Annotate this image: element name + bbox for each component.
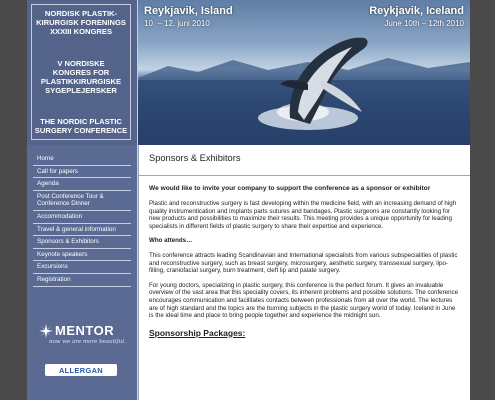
nav-item-accommodation[interactable]: Accommodation [33, 211, 131, 224]
nav-item-post-conference-tour[interactable]: Post Conference Tour & Conference Dinner [33, 191, 131, 211]
nav-item-excursions[interactable]: Excursions [33, 261, 131, 274]
nav-item-registration[interactable]: Registration [33, 274, 131, 287]
allergan-logo[interactable] [45, 364, 117, 376]
sponsorship-packages-heading: Sponsorship Packages: [149, 327, 246, 338]
page [27, 0, 470, 400]
header-title-nurses: V NORDISKE KONGRES FOR PLASTIKKIRURGISKE SYGEPLEJERSKER [40, 58, 122, 95]
sidebar [27, 145, 138, 400]
nav-item-home[interactable]: Home [33, 153, 131, 166]
header-title-box [31, 4, 131, 140]
header-title-danish: NORDISK PLASTIK- KIRURGISK FORENINGS XXXIII KONGRES [36, 9, 126, 36]
article-body [149, 185, 461, 337]
nav-item-agenda[interactable]: Agenda [33, 178, 131, 191]
header-title-panel [27, 0, 138, 145]
header-title-english: THE NORDIC PLASTIC SURGERY CONFERENCE [34, 117, 128, 135]
nav-item-travel-info[interactable]: Travel & general information [33, 224, 131, 237]
nav-item-call-for-papers[interactable]: Call for papers [33, 166, 131, 179]
header-city-english: Reykjavik, Iceland [369, 5, 464, 17]
who-attends-heading: Who attends… [149, 237, 193, 245]
mentor-logo-name: MENTOR [55, 323, 115, 338]
header-whale-photo [138, 0, 470, 145]
allergan-logo-name: ALLERGAN [58, 365, 104, 375]
lead-paragraph: We would like to invite your company to support the conference as a sponsor or exhibitor [149, 185, 431, 192]
main-title-bar [139, 145, 470, 176]
main-content [138, 145, 470, 400]
mentor-logo-icon [39, 324, 53, 338]
header-date-english: June 10th – 12th 2010 [384, 19, 464, 28]
young-doctors-paragraph: For young doctors, specializing in plastic surgery, this conference is the perfect forum. It gives an invaluable overview of the vast area that this speciality covers, its inherent problems and possible solutions. The conference encourages communication and facilitates contacts between professionals from all over the world. The lectures are of high standard and the topics are the burning subjects in the plastic surgery world of today. Iceland in June is the ideal time and place to bring people together and experience the midnight sun. [149, 281, 459, 320]
nav-item-keynote-speakers[interactable]: Keynote speakers [33, 249, 131, 262]
nav-item-sponsors[interactable]: Sponsors & Exhibitors [33, 236, 131, 249]
page-title: Sponsors & Exhibitors [149, 153, 241, 163]
header-date-danish: 10. – 12. juni 2010 [144, 19, 210, 28]
mentor-logo[interactable] [39, 323, 127, 351]
attendees-paragraph: This conference attracts leading Scandinavian and International specialists from various subspecialities of plastic and reconstructive surgery, such as breast surgery, microsurgery, aesthetic surgery, transsexual surgery, lipo-filling, craniofacial surgery, burn treatment, cleft lip and palate surgery. [149, 251, 458, 275]
sidebar-nav [33, 153, 131, 287]
intro-paragraph: Plastic and reconstructive surgery is fast developing within the medicine field, with an increasing demand of high quality instrumentication and implants parts sutures and bandages. Plastic surgeons are constantly looking for new products and possibilities to maximize their results. This meeting provides a unique opportunity for leading specialists in different fields of plastic surgery to share their expertise and experience. [149, 200, 457, 230]
header-city-danish: Reykjavik, Island [144, 5, 233, 17]
mentor-logo-tagline: now we are more beautiful. [49, 339, 126, 345]
